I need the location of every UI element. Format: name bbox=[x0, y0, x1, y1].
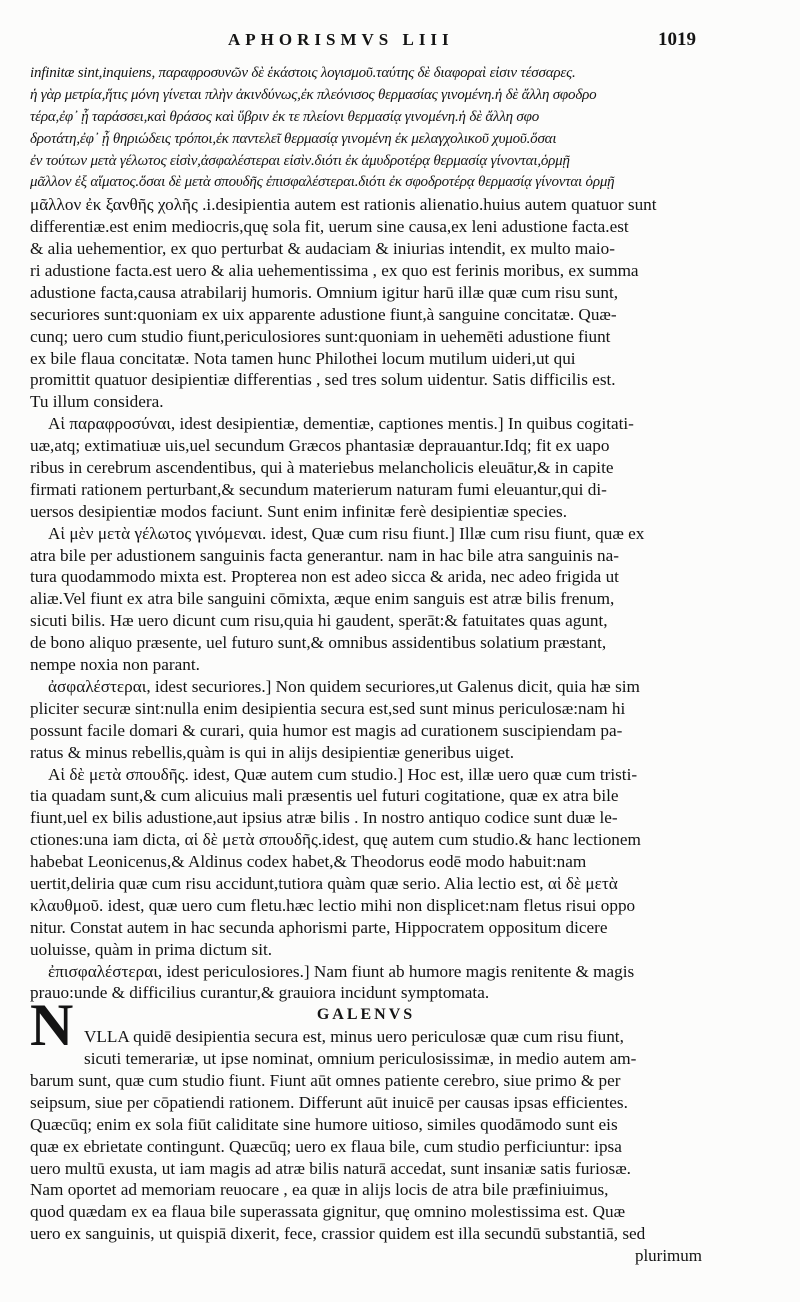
galen-line: Quæcūq; enim ex sola fiūt caliditate sine humore uitioso, similes quodāmodo sunt eis bbox=[30, 1114, 618, 1134]
commentary-line: ἀσφαλέστεραι, idest securiores.] Non quidem securiores,ut Galenus dicit, quia hæ sim bbox=[48, 676, 640, 696]
commentary-line: ἐπισφαλέστεραι, idest periculosiores.] Nam fiunt ab humore magis renitente & magis bbox=[48, 961, 635, 981]
drop-cap-initial: N bbox=[30, 992, 74, 1058]
commentary-line: uæ,atq; extimatiuæ uis,uel secundum Græcos phantasiæ deprauantur.Idq; fit ex uapo bbox=[30, 436, 610, 456]
text-line: Tu illum considera. bbox=[30, 392, 164, 412]
commentary-line: uersos desipientiæ modos faciunt. Sunt enim infinitæ ferè desipientiæ species. bbox=[30, 501, 568, 521]
galen-line: quæ ex ebrietate contingunt. Quæcūq; uero ex flaua bile, cum studio perficiuntur: ipsa bbox=[30, 1136, 622, 1156]
commentary-line: tia quadam sunt,& cum alicuius mali præsentis uel futuri cogitatione, quæ ex atra bile bbox=[30, 786, 619, 806]
galen-line: Nam oportet ad memoriam reuocare , ea quæ in alijs locis de atra bile præfiniuimus, bbox=[30, 1180, 609, 1200]
text-line: promittit quatuor desipientiæ differentias , sed tres solum uidentur. Satis difficilis est. bbox=[30, 370, 616, 390]
commentary-line: sicuti bilis. Hæ uero dicunt cum risu,quia hi gaudent, sperāt:& fatuitates quas agunt, bbox=[30, 611, 608, 631]
page-number: 1019 bbox=[658, 29, 696, 50]
commentary-line: uoluisse, quàm in prima dictum sit. bbox=[30, 939, 273, 959]
commentary-line: habebat Leonicenus,& Aldinus codex habet,& Theodorus eodē modo habuit:nam bbox=[30, 852, 587, 872]
commentary-line: pliciter securæ sint:nulla enim desipientia secura est,sed sunt minus periculosæ:nam hi bbox=[30, 698, 626, 718]
running-head bbox=[0, 30, 800, 58]
galen-line: barum sunt, quæ cum studio fiunt. Fiunt aūt omnes patiente cerebro, siue primo & per bbox=[30, 1070, 621, 1090]
text-line: μᾶλλον ἐκ ξανθῆς χολῆς .i.desipientia autem est rationis alienatio.huius autem quatuor sunt bbox=[30, 195, 657, 215]
running-title: APHORISMVS LIII bbox=[228, 30, 454, 49]
text-line: securiores sunt:quoniam ex uix apparente adustione fiunt,à sanguine concitatæ. Quæ- bbox=[30, 304, 617, 324]
commentary-line: nitur. Constat autem in hac secunda aphorismi parte, Hippocratem oppositum dicere bbox=[30, 917, 608, 937]
galen-line: sicuti temerariæ, ut ipse nominat, omnium periculosissimæ, in medio autem am- bbox=[84, 1049, 637, 1069]
commentary-line: atra bile per adustionem sanguinis facta generantur. nam in hac bile atra sanguinis na- bbox=[30, 545, 619, 565]
commentary-line: Αἱ παραφροσύναι, idest desipientiæ, dementiæ, captiones mentis.] In quibus cogitati- bbox=[48, 414, 634, 434]
commentary-line: ribus in cerebrum ascendentibus, qui à materiebus melancholicis eleuātur,& in capite bbox=[30, 458, 614, 478]
commentary-line: de bono aliquo præsente, uel futuro sunt,& omnibus assidentibus solatium præstant, bbox=[30, 633, 607, 653]
commentary-line: prauo:unde & difficilius curantur,& grauiora incidunt symptomata. bbox=[30, 983, 490, 1003]
text-line: ἐν τούτων μετὰ γέλωτος εἰσὶν,ἀσφαλέστεραι εἰσὶν.διότι ἐκ ἀμυδροτέρᾳ θερμασίᾳ γίνονται,ὁρμῇ bbox=[30, 152, 570, 169]
text-line: μᾶλλον ἐξ αἵματος.ὅσαι δὲ μετὰ σπουδῆς ἐπισφαλέστεραι.διότι ἐκ σφοδροτέρᾳ θερμασίᾳ γίνονται ὁρμῇ bbox=[30, 174, 615, 191]
galen-line: seipsum, siue per cōpatiendi rationem. Differunt aūt inuicē per causas ipsas efficientes. bbox=[30, 1092, 628, 1112]
galen-line: uero multū exusta, ut iam magis ad atræ bilis naturā accedat, sunt insaniæ satis furiosæ. bbox=[30, 1158, 631, 1178]
section-heading: GALENVS bbox=[316, 1006, 416, 1024]
text-line: ex bile flaua concitatæ. Nota tamen hunc Philothei locum mutilum uideri,ut qui bbox=[30, 348, 576, 368]
text-line: infinitæ sint,inquiens, παραφροσυνῶν δὲ ἑκάστοις λογισμοῦ.ταύτης δὲ διαφοραὶ εἰσιν τέσσαρες. bbox=[30, 65, 576, 81]
text-line: δροτάτη,ἐφ᾽ ᾗ θηριώδεις τρόποι,ἐκ παντελεῖ θερμασίᾳ γινομένη ἐκ μελαγχολικοῦ χυμοῦ.ὅσαι bbox=[30, 130, 557, 147]
text-line: τέρα,ἐφ᾽ ᾗ ταράσσει,καὶ θράσος καὶ ὕβριν ἐκ τε πλείονι θερμασίᾳ γινομένη.ἡ δὲ ἄλλη σφο bbox=[30, 108, 540, 125]
commentary-line: ctiones:una iam dicta, αἱ δὲ μετὰ σπουδῆς.idest, quę autem cum studio.& hanc lectionem bbox=[30, 830, 641, 850]
commentary-line: Αἱ μὲν μετὰ γέλωτος γινόμεναι. idest, Quæ cum risu fiunt.] Illæ cum risu fiunt, quæ ex bbox=[48, 523, 645, 543]
commentary-line: possunt facile domari & curari, quia humor est magis ad curationem suscipiendam pa- bbox=[30, 720, 623, 740]
commentary-line: nempe noxia non parant. bbox=[30, 655, 200, 675]
commentary-line: firmati rationem perturbant,& secundum materierum naturam fumi eleuantur,qui di- bbox=[30, 479, 607, 499]
text-line: differentiæ.est enim mediocris,quę sola fit, uerum sine causa,ex leni adustione facta.est bbox=[30, 217, 629, 237]
commentary-line: Αἱ δὲ μετὰ σπουδῆς. idest, Quæ autem cum studio.] Hoc est, illæ uero quæ cum tristi- bbox=[48, 764, 638, 784]
galen-line: uero ex sanguinis, ut quispiā dixerit, fece, crassior quidem est illa secundū substantiā, sed bbox=[30, 1224, 646, 1244]
galen-line: quod quædam ex ea flaua bile superassata gignitur, quę omnino molestissima est. Quæ bbox=[30, 1202, 626, 1222]
text-line: ἡ γὰρ μετρία,ἥτις μόνη γίνεται πλὴν ἀκινδύνως,ἐκ πλεόνισος θερμασίας γινομένη.ἡ δὲ ἄλλη σφοδρο bbox=[30, 86, 597, 103]
commentary-line: aliæ.Vel fiunt ex atra bile sanguini cōmixta, æque enim sanguis est atræ bilis frenum, bbox=[30, 589, 615, 609]
catchword: plurimum bbox=[634, 1246, 702, 1266]
commentary-line: uertit,deliria quæ cum risu accidunt,tutiora quàm quæ serio. Alia lectio est, αἱ δὲ μετὰ bbox=[30, 873, 618, 893]
commentary-line: κλαυθμοῦ. idest, quæ uero cum fletu.hæc lectio mihi non displicet:nam fletus risui oppo bbox=[30, 895, 636, 915]
text-line: & alia uehementior, ex quo perturbat & audaciam & iniurias intendit, ex multo maio- bbox=[30, 239, 615, 259]
text-line: ri adustione facta.est uero & alia uehementissima , ex quo est ferinis moribus, ex summa bbox=[30, 261, 639, 281]
commentary-line: tura quodammodo mixta est. Propterea non est adeo sicca & arida, nec adeo frigida ut bbox=[30, 567, 619, 587]
galen-line: VLLA quidē desipientia secura est, minus uero periculosæ quæ cum risu fiunt, bbox=[84, 1027, 624, 1047]
main-text-block bbox=[30, 63, 702, 1267]
commentary-line: ratus & minus rebellis,quàm is qui in alijs desipientiæ generibus uiget. bbox=[30, 742, 515, 762]
text-line: cunq; uero cum studio fiunt,periculosiores sunt:quoniam in uehemēti adustione fiunt bbox=[30, 326, 611, 346]
commentary-line: fiunt,uel ex bilis adustione,aut ipsius atræ bilis . In nostro antiquo codice sunt duæ le- bbox=[30, 808, 618, 828]
text-line: adustione facta,causa atrabilarij humoris. Omnium igitur harū illæ quæ cum risu sunt, bbox=[30, 282, 619, 302]
